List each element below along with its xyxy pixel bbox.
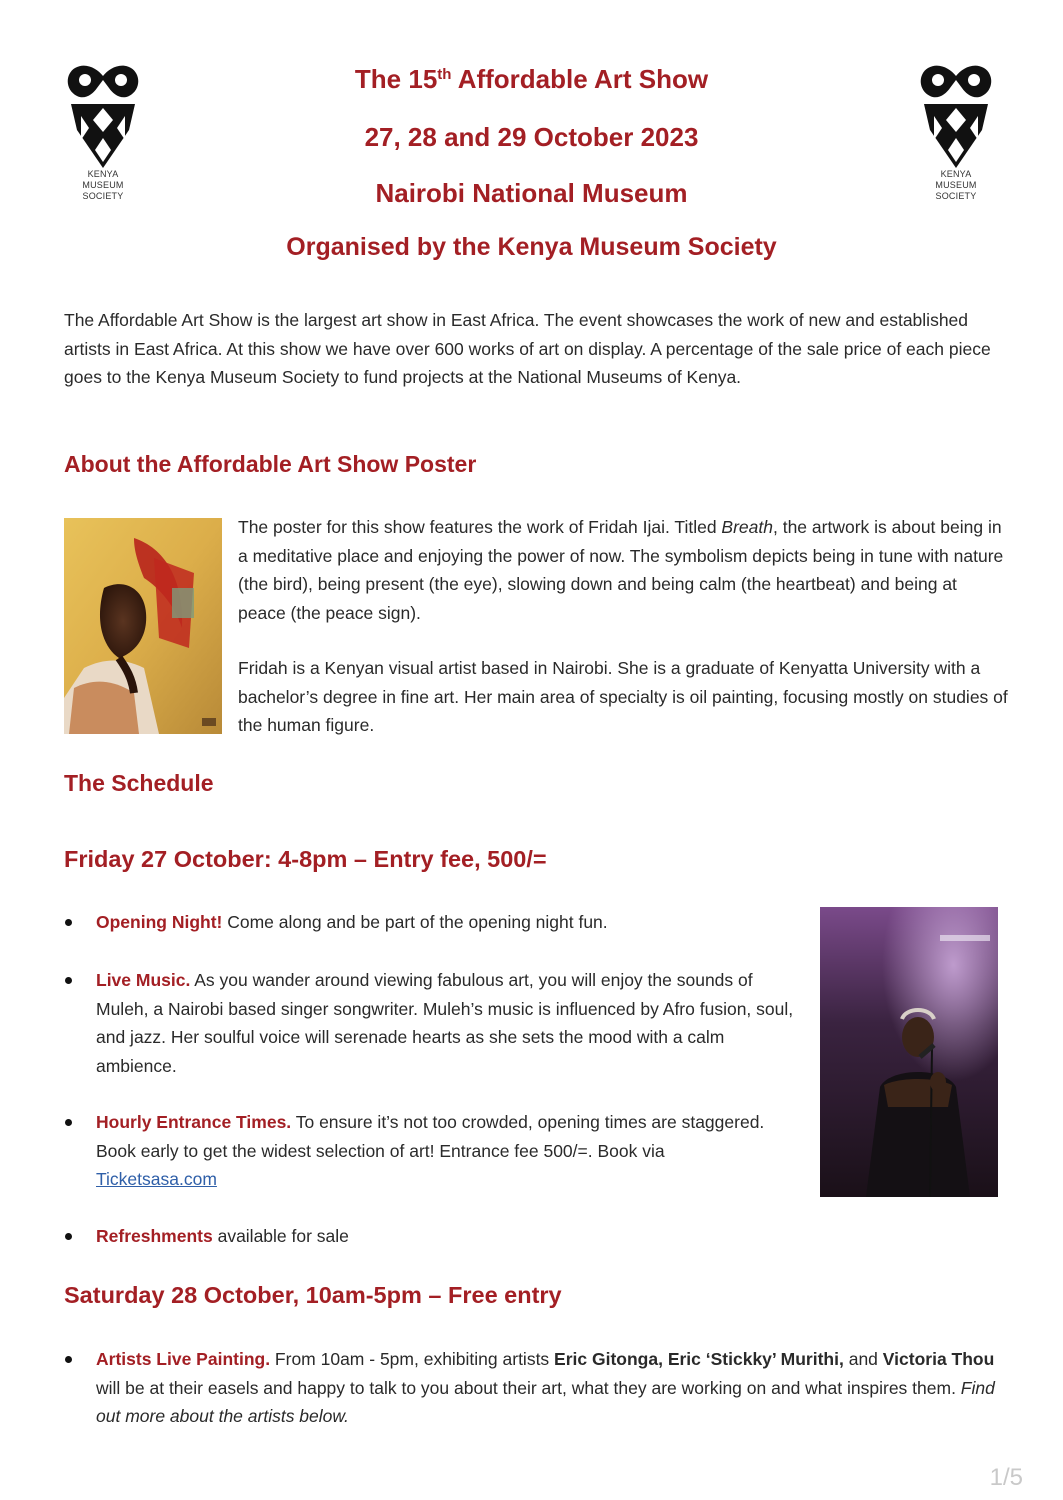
ticketsasa-link[interactable]: Ticketsasa.com bbox=[96, 1169, 217, 1189]
logo-caption: KENYA MUSEUM SOCIETY bbox=[935, 169, 977, 201]
poster-paragraph-1: The poster for this show features the work of Fridah Ijai. Titled Breath, the artwork is about being in a meditative place and enjoying the power of now. The symbolism depicts being in tune with nature (the bird), being present (the eye), slowing down and being calm (the heartbeat) and being at peace (the peace sign). bbox=[238, 517, 1004, 623]
poster-paragraph-2: Fridah is a Kenyan visual artist based in Nairobi. She is a graduate of Kenyatta University with a bachelor’s degree in fine art. Her main area of specialty is oil painting, focusing mostly on studies of the human figure. bbox=[238, 658, 1008, 735]
event-title: The 15th Affordable Art Show bbox=[354, 64, 709, 94]
page-indicator: 1/5 bbox=[989, 1464, 1023, 1491]
event-organiser: Organised by the Kenya Museum Society bbox=[286, 233, 777, 261]
bullet-icon bbox=[65, 919, 72, 926]
logo-caption: KENYA MUSEUM SOCIETY bbox=[82, 169, 124, 201]
list-item-live-music: Live Music. As you wander around viewing fabulous art, you will enjoy the sounds of Muleh, a Nairobi based singer songwriter. Muleh’s music is influenced by Afro fusion, soul, and jazz. Her soulful voice will serenade hearts as she sets the mood with a calm ambience. bbox=[96, 970, 794, 1076]
schedule-heading: The Schedule bbox=[64, 770, 214, 796]
intro-paragraph: The Affordable Art Show is the largest art show in East Africa. The event showcases the work of new and established artists in East Africa. At this show we have over 600 works of art on display. A percentage of the sale price of each piece goes to the Kenya Museum Society to fund projects at the National Museums of Kenya. bbox=[64, 310, 991, 387]
event-venue: Nairobi National Museum bbox=[375, 178, 688, 208]
event-dates: 27, 28 and 29 October 2023 bbox=[364, 122, 699, 152]
singer-photo bbox=[820, 907, 998, 1197]
list-item-refreshments: Refreshments available for sale bbox=[96, 1226, 349, 1246]
poster-heading: About the Affordable Art Show Poster bbox=[64, 451, 477, 477]
list-item-live-painting: Artists Live Painting. From 10am - 5pm, exhibiting artists Eric Gitonga, Eric ‘Stickky’ Murithi, and Victoria Thou will be at their easels and happy to talk to you about their art, what they are working on and what inspires them. Find out more about the artists below. bbox=[96, 1349, 995, 1426]
bullet-icon bbox=[65, 977, 72, 984]
poster-artwork-image bbox=[64, 518, 222, 734]
bullet-icon bbox=[65, 1233, 72, 1240]
list-item-entrance-times: Hourly Entrance Times. To ensure it’s not too crowded, opening times are staggered. Book early to get the widest selection of art! Entrance fee 500/=. Book via Ticketsasa.com bbox=[96, 1112, 765, 1189]
list-item-opening-night: Opening Night! Come along and be part of the opening night fun. bbox=[96, 912, 608, 932]
saturday-heading: Saturday 28 October, 10am-5pm – Free entry bbox=[64, 1282, 562, 1308]
bullet-icon bbox=[65, 1119, 72, 1126]
bullet-icon bbox=[65, 1356, 72, 1363]
friday-heading: Friday 27 October: 4-8pm – Entry fee, 500/= bbox=[64, 846, 547, 872]
